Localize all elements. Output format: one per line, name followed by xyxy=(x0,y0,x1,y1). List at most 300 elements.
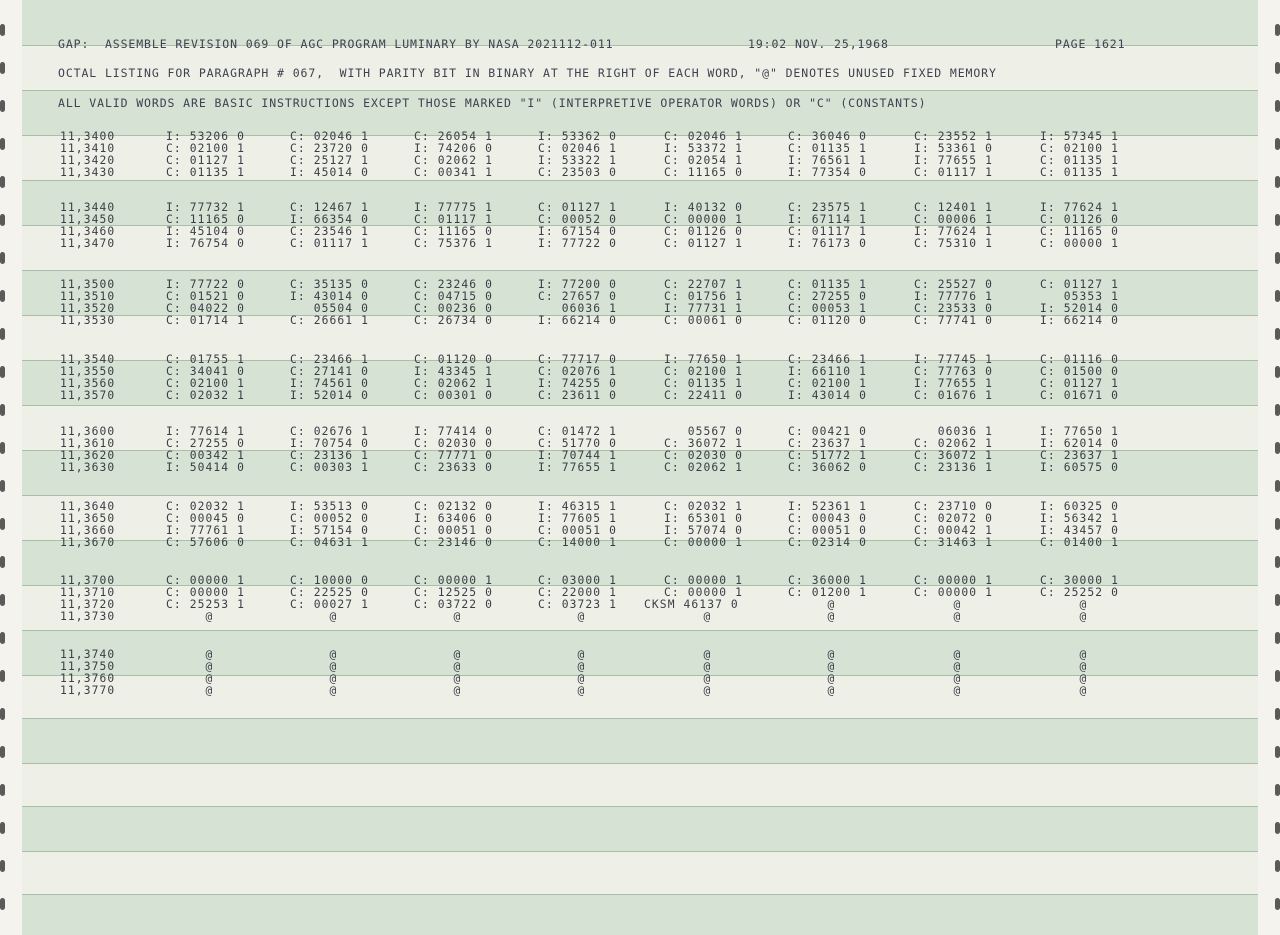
memory-word: @ xyxy=(1040,610,1088,623)
memory-word: I: 77655 1 xyxy=(914,377,994,390)
row-address: 11,3520 xyxy=(60,302,116,315)
row-address: 11,3600 xyxy=(60,425,116,438)
memory-word: C: 00000 1 xyxy=(166,574,246,587)
memory-word: C: 00301 0 xyxy=(414,389,494,402)
memory-word: C: 01472 1 xyxy=(538,425,618,438)
memory-word: I: 74255 0 xyxy=(538,377,618,390)
memory-word: C: 02046 1 xyxy=(290,130,370,143)
memory-word: @ xyxy=(290,660,338,673)
memory-word: C: 01135 1 xyxy=(166,166,246,179)
row-address: 11,3450 xyxy=(60,213,116,226)
memory-word: I: 53362 0 xyxy=(538,130,618,143)
row-address: 11,3470 xyxy=(60,237,116,250)
memory-word: C: 01117 1 xyxy=(914,166,994,179)
memory-word: C: 02676 1 xyxy=(290,425,370,438)
row-address: 11,3440 xyxy=(60,201,116,214)
row-address: 11,3670 xyxy=(60,536,116,549)
memory-word: C: 00052 0 xyxy=(290,512,370,525)
memory-word: I: 43014 0 xyxy=(290,290,370,303)
memory-word: @ xyxy=(788,660,836,673)
memory-word: C: 02030 0 xyxy=(414,437,494,450)
memory-word: @ xyxy=(1040,648,1088,661)
memory-word: @ xyxy=(166,610,214,623)
memory-word: C: 01127 1 xyxy=(538,201,618,214)
memory-word: C: 11165 0 xyxy=(166,213,246,226)
row-address: 11,3400 xyxy=(60,130,116,143)
memory-word: C: 02062 1 xyxy=(914,437,994,450)
row-address: 11,3530 xyxy=(60,314,116,327)
memory-word: @ xyxy=(414,648,462,661)
memory-word: I: 43014 0 xyxy=(788,389,868,402)
memory-word: C: 01671 0 xyxy=(1040,389,1120,402)
memory-word: @ xyxy=(538,660,586,673)
row-address: 11,3510 xyxy=(60,290,116,303)
memory-word: CKSM 46137 0 xyxy=(644,598,739,611)
memory-word: C: 01127 1 xyxy=(166,154,246,167)
memory-word: I: 77732 1 xyxy=(166,201,246,214)
memory-word: C: 23552 1 xyxy=(914,130,994,143)
memory-word: C: 00045 0 xyxy=(166,512,246,525)
green-bar xyxy=(22,894,1258,935)
memory-word: I: 77722 0 xyxy=(166,278,246,291)
memory-word: @ xyxy=(664,610,712,623)
memory-word: C: 22000 1 xyxy=(538,586,618,599)
memory-word: I: 50414 0 xyxy=(166,461,246,474)
row-address: 11,3500 xyxy=(60,278,116,291)
memory-word: C: 23466 1 xyxy=(290,353,370,366)
memory-word: C: 02062 1 xyxy=(414,377,494,390)
memory-word: 06036 1 xyxy=(914,425,994,438)
memory-word: I: 77745 1 xyxy=(914,353,994,366)
memory-word: 06036 1 xyxy=(538,302,618,315)
row-address: 11,3770 xyxy=(60,684,116,697)
memory-word: C: 14000 1 xyxy=(538,536,618,549)
memory-word: C: 23611 0 xyxy=(538,389,618,402)
memory-word: C: 00000 1 xyxy=(1040,237,1120,250)
band-rule xyxy=(22,894,1258,895)
memory-word: C: 01135 1 xyxy=(1040,154,1120,167)
memory-word: C: 01135 1 xyxy=(788,278,868,291)
listing-title: GAP: ASSEMBLE REVISION 069 OF AGC PROGRAM LUMINARY BY NASA 2021112-011 xyxy=(58,37,614,51)
memory-word: C: 01500 0 xyxy=(1040,365,1120,378)
memory-word: C: 00421 0 xyxy=(788,425,868,438)
memory-word: C: 00341 1 xyxy=(414,166,494,179)
memory-word: C: 00000 1 xyxy=(664,536,744,549)
row-address: 11,3420 xyxy=(60,154,116,167)
memory-word: I: 74561 0 xyxy=(290,377,370,390)
memory-word: C: 01400 1 xyxy=(1040,536,1120,549)
tractor-margin-left xyxy=(0,0,22,935)
memory-word: C: 03000 1 xyxy=(538,574,618,587)
page-number: PAGE 1621 xyxy=(1055,37,1126,51)
row-address: 11,3730 xyxy=(60,610,116,623)
memory-word: I: 53513 0 xyxy=(290,500,370,513)
memory-word: C: 02030 0 xyxy=(664,449,744,462)
memory-word: I: 77624 1 xyxy=(914,225,994,238)
memory-word: C: 00061 0 xyxy=(664,314,744,327)
memory-word: I: 77200 0 xyxy=(538,278,618,291)
row-address: 11,3650 xyxy=(60,512,116,525)
memory-word: C: 01120 0 xyxy=(414,353,494,366)
memory-word: 05353 1 xyxy=(1040,290,1120,303)
listing-legend-note: ALL VALID WORDS ARE BASIC INSTRUCTIONS EXCEPT THOSE MARKED "I" (INTERPRETIVE OPERATOR WORDS) OR "C" (CONSTANTS) xyxy=(58,96,927,110)
memory-word: I: 76173 0 xyxy=(788,237,868,250)
memory-word: C: 02100 1 xyxy=(166,377,246,390)
memory-word: I: 60325 0 xyxy=(1040,500,1120,513)
band-rule xyxy=(22,405,1258,406)
memory-word: I: 45014 0 xyxy=(290,166,370,179)
memory-word: I: 77731 1 xyxy=(664,302,744,315)
memory-word: C: 01755 1 xyxy=(166,353,246,366)
band-rule xyxy=(22,630,1258,631)
memory-word: I: 70754 0 xyxy=(290,437,370,450)
memory-word: @ xyxy=(1040,598,1088,611)
memory-word: I: 57154 0 xyxy=(290,524,370,537)
row-address: 11,3620 xyxy=(60,449,116,462)
memory-word: C: 11165 0 xyxy=(414,225,494,238)
memory-word: I: 57345 1 xyxy=(1040,130,1120,143)
memory-word: C: 26734 0 xyxy=(414,314,494,327)
memory-word: @ xyxy=(1040,660,1088,673)
memory-word: C: 23466 1 xyxy=(788,353,868,366)
memory-word: C: 01127 1 xyxy=(664,237,744,250)
memory-word: C: 00043 0 xyxy=(788,512,868,525)
row-address: 11,3660 xyxy=(60,524,116,537)
band-rule xyxy=(22,90,1258,91)
memory-word: C: 23710 0 xyxy=(914,500,994,513)
memory-word: C: 04715 0 xyxy=(414,290,494,303)
memory-word: I: 43345 1 xyxy=(414,365,494,378)
memory-word: @ xyxy=(166,672,214,685)
memory-word: I: 56342 1 xyxy=(1040,512,1120,525)
memory-word: I: 77614 1 xyxy=(166,425,246,438)
memory-word: @ xyxy=(664,672,712,685)
memory-word: C: 12525 0 xyxy=(414,586,494,599)
memory-word: I: 70744 1 xyxy=(538,449,618,462)
band-rule xyxy=(22,495,1258,496)
memory-word: C: 23533 0 xyxy=(914,302,994,315)
memory-word: C: 22525 0 xyxy=(290,586,370,599)
memory-word: I: 77761 1 xyxy=(166,524,246,537)
memory-word: I: 74206 0 xyxy=(414,142,494,155)
memory-word: I: 53206 0 xyxy=(166,130,246,143)
memory-word: C: 00000 1 xyxy=(914,586,994,599)
memory-word: C: 01126 0 xyxy=(1040,213,1120,226)
row-address: 11,3610 xyxy=(60,437,116,450)
memory-word: C: 23246 0 xyxy=(414,278,494,291)
memory-word: I: 66214 0 xyxy=(1040,314,1120,327)
band-rule xyxy=(22,851,1258,852)
memory-word: @ xyxy=(538,684,586,697)
memory-word: @ xyxy=(788,648,836,661)
memory-word: C: 35135 0 xyxy=(290,278,370,291)
memory-word: C: 02132 0 xyxy=(414,500,494,513)
memory-word: I: 77775 1 xyxy=(414,201,494,214)
memory-word: C: 25252 0 xyxy=(1040,586,1120,599)
memory-word: C: 01116 0 xyxy=(1040,353,1120,366)
memory-word: C: 26054 1 xyxy=(414,130,494,143)
memory-word: @ xyxy=(290,648,338,661)
memory-word: I: 53361 0 xyxy=(914,142,994,155)
memory-word: @ xyxy=(538,648,586,661)
memory-word: C: 03723 1 xyxy=(538,598,618,611)
memory-word: C: 51770 0 xyxy=(538,437,618,450)
memory-word: C: 02100 1 xyxy=(166,142,246,155)
memory-word: C: 00006 1 xyxy=(914,213,994,226)
row-address: 11,3720 xyxy=(60,598,116,611)
band-rule xyxy=(22,763,1258,764)
memory-word: C: 02100 1 xyxy=(664,365,744,378)
memory-word: C: 02032 1 xyxy=(166,500,246,513)
memory-word: @ xyxy=(914,610,962,623)
memory-word: I: 52361 1 xyxy=(788,500,868,513)
memory-word: @ xyxy=(290,610,338,623)
memory-word: C: 23637 1 xyxy=(788,437,868,450)
listing-timestamp: 19:02 NOV. 25,1968 xyxy=(748,37,889,51)
row-address: 11,3540 xyxy=(60,353,116,366)
memory-word: @ xyxy=(414,610,462,623)
memory-word: C: 01127 1 xyxy=(1040,377,1120,390)
memory-word: C: 25127 1 xyxy=(290,154,370,167)
memory-word: C: 00236 0 xyxy=(414,302,494,315)
memory-word: C: 23575 1 xyxy=(788,201,868,214)
row-address: 11,3430 xyxy=(60,166,116,179)
memory-word: C: 27255 0 xyxy=(788,290,868,303)
memory-word: I: 66354 0 xyxy=(290,213,370,226)
memory-word: @ xyxy=(788,684,836,697)
memory-word: C: 75310 1 xyxy=(914,237,994,250)
memory-word: C: 00053 1 xyxy=(788,302,868,315)
memory-word: C: 00052 0 xyxy=(538,213,618,226)
memory-word: @ xyxy=(664,660,712,673)
memory-word: @ xyxy=(914,598,962,611)
memory-word: C: 23146 0 xyxy=(414,536,494,549)
memory-word: C: 23136 1 xyxy=(914,461,994,474)
memory-word: I: 77414 0 xyxy=(414,425,494,438)
row-address: 11,3460 xyxy=(60,225,116,238)
memory-word: I: 77655 1 xyxy=(538,461,618,474)
band-rule xyxy=(22,270,1258,271)
memory-word: I: 62014 0 xyxy=(1040,437,1120,450)
memory-word: I: 52014 0 xyxy=(290,389,370,402)
memory-word: I: 76561 1 xyxy=(788,154,868,167)
memory-word: C: 00000 1 xyxy=(664,213,744,226)
row-address: 11,3560 xyxy=(60,377,116,390)
memory-word: C: 23503 0 xyxy=(538,166,618,179)
memory-word: I: 52014 0 xyxy=(1040,302,1120,315)
memory-word: C: 02076 1 xyxy=(538,365,618,378)
memory-word: I: 77354 0 xyxy=(788,166,868,179)
memory-word: C: 00051 0 xyxy=(414,524,494,537)
memory-word: @ xyxy=(166,660,214,673)
memory-word: C: 01117 1 xyxy=(290,237,370,250)
memory-word: @ xyxy=(414,684,462,697)
memory-word: C: 01135 1 xyxy=(788,142,868,155)
band-rule xyxy=(22,806,1258,807)
green-bar xyxy=(22,806,1258,851)
memory-word: @ xyxy=(1040,672,1088,685)
row-address: 11,3760 xyxy=(60,672,116,685)
memory-word: I: 60575 0 xyxy=(1040,461,1120,474)
memory-word: C: 75376 1 xyxy=(414,237,494,250)
memory-word: C: 34041 0 xyxy=(166,365,246,378)
memory-word: C: 36072 1 xyxy=(664,437,744,450)
memory-word: I: 77655 1 xyxy=(914,154,994,167)
memory-word: C: 25253 1 xyxy=(166,598,246,611)
memory-word: C: 02046 1 xyxy=(538,142,618,155)
memory-word: C: 36072 1 xyxy=(914,449,994,462)
memory-word: C: 01135 1 xyxy=(664,377,744,390)
memory-word: I: 66110 1 xyxy=(788,365,868,378)
memory-word: C: 77717 0 xyxy=(538,353,618,366)
memory-word: C: 03722 0 xyxy=(414,598,494,611)
memory-word: C: 11165 0 xyxy=(664,166,744,179)
memory-word: I: 66214 0 xyxy=(538,314,618,327)
memory-word: C: 00303 1 xyxy=(290,461,370,474)
memory-word: I: 77624 1 xyxy=(1040,201,1120,214)
memory-word: C: 01117 1 xyxy=(414,213,494,226)
memory-word: 05504 0 xyxy=(290,302,370,315)
memory-word: C: 04631 1 xyxy=(290,536,370,549)
memory-word: I: 76754 0 xyxy=(166,237,246,250)
memory-word: @ xyxy=(914,672,962,685)
row-address: 11,3710 xyxy=(60,586,116,599)
memory-word: C: 77771 0 xyxy=(414,449,494,462)
band-rule xyxy=(22,718,1258,719)
memory-word: I: 57074 0 xyxy=(664,524,744,537)
memory-word: C: 00342 1 xyxy=(166,449,246,462)
memory-word: C: 02062 1 xyxy=(664,461,744,474)
memory-word: C: 01676 1 xyxy=(914,389,994,402)
memory-word: C: 00000 1 xyxy=(664,574,744,587)
memory-word: C: 01200 1 xyxy=(788,586,868,599)
row-address: 11,3700 xyxy=(60,574,116,587)
listing-subtitle: OCTAL LISTING FOR PARAGRAPH # 067, WITH PARITY BIT IN BINARY AT THE RIGHT OF EACH WORD, "@" DENOTES UNUSED FIXED MEMORY xyxy=(58,66,997,80)
memory-word: C: 11165 0 xyxy=(1040,225,1120,238)
memory-word: C: 23136 1 xyxy=(290,449,370,462)
memory-word: C: 02072 0 xyxy=(914,512,994,525)
memory-word: @ xyxy=(166,684,214,697)
memory-word: @ xyxy=(290,672,338,685)
memory-word: @ xyxy=(914,648,962,661)
row-address: 11,3410 xyxy=(60,142,116,155)
row-address: 11,3740 xyxy=(60,648,116,661)
memory-word: C: 00051 0 xyxy=(788,524,868,537)
memory-word: C: 01521 0 xyxy=(166,290,246,303)
memory-word: C: 12467 1 xyxy=(290,201,370,214)
memory-word: C: 77763 0 xyxy=(914,365,994,378)
memory-word: C: 02032 1 xyxy=(664,500,744,513)
memory-word: I: 67154 0 xyxy=(538,225,618,238)
row-address: 11,3640 xyxy=(60,500,116,513)
memory-word: C: 01756 1 xyxy=(664,290,744,303)
memory-word: I: 77650 1 xyxy=(664,353,744,366)
memory-word: @ xyxy=(414,660,462,673)
memory-word: @ xyxy=(664,648,712,661)
memory-word: I: 77650 1 xyxy=(1040,425,1120,438)
row-address: 11,3550 xyxy=(60,365,116,378)
memory-word: @ xyxy=(538,610,586,623)
green-bar xyxy=(22,718,1258,763)
memory-word: C: 30000 1 xyxy=(1040,574,1120,587)
memory-word: @ xyxy=(788,598,836,611)
memory-word: C: 36046 0 xyxy=(788,130,868,143)
memory-word: C: 04022 0 xyxy=(166,302,246,315)
memory-word: I: 67114 1 xyxy=(788,213,868,226)
memory-word: C: 00051 0 xyxy=(538,524,618,537)
memory-word: @ xyxy=(914,684,962,697)
memory-word: C: 00027 1 xyxy=(290,598,370,611)
memory-word: I: 77722 0 xyxy=(538,237,618,250)
memory-word: C: 01126 0 xyxy=(664,225,744,238)
memory-word: C: 00042 1 xyxy=(914,524,994,537)
band-rule xyxy=(22,180,1258,181)
memory-word: @ xyxy=(166,648,214,661)
memory-word: C: 00000 1 xyxy=(914,574,994,587)
memory-word: C: 27255 0 xyxy=(166,437,246,450)
memory-word: @ xyxy=(788,610,836,623)
memory-word: @ xyxy=(290,684,338,697)
memory-word: C: 22707 1 xyxy=(664,278,744,291)
tractor-margin-right xyxy=(1258,0,1280,935)
memory-word: C: 31463 1 xyxy=(914,536,994,549)
memory-word: C: 23720 0 xyxy=(290,142,370,155)
memory-word: C: 02046 1 xyxy=(664,130,744,143)
memory-word: I: 53372 1 xyxy=(664,142,744,155)
memory-word: C: 12401 1 xyxy=(914,201,994,214)
memory-word: @ xyxy=(914,660,962,673)
memory-word: I: 45104 0 xyxy=(166,225,246,238)
memory-word: @ xyxy=(414,672,462,685)
memory-word: C: 02032 1 xyxy=(166,389,246,402)
memory-word: I: 63406 0 xyxy=(414,512,494,525)
memory-word: C: 00000 1 xyxy=(664,586,744,599)
memory-word: I: 40132 0 xyxy=(664,201,744,214)
memory-word: C: 02100 1 xyxy=(1040,142,1120,155)
row-address: 11,3630 xyxy=(60,461,116,474)
memory-word: C: 01120 0 xyxy=(788,314,868,327)
memory-word: C: 00000 1 xyxy=(166,586,246,599)
memory-word: @ xyxy=(788,672,836,685)
memory-word: C: 02100 1 xyxy=(788,377,868,390)
memory-word: C: 27657 0 xyxy=(538,290,618,303)
memory-word: C: 01135 1 xyxy=(1040,166,1120,179)
memory-word: C: 23637 1 xyxy=(1040,449,1120,462)
memory-word: I: 43457 0 xyxy=(1040,524,1120,537)
row-address: 11,3750 xyxy=(60,660,116,673)
memory-word: I: 53322 1 xyxy=(538,154,618,167)
memory-word: C: 25527 0 xyxy=(914,278,994,291)
memory-word: I: 77605 1 xyxy=(538,512,618,525)
memory-word: I: 46315 1 xyxy=(538,500,618,513)
memory-word: C: 77741 0 xyxy=(914,314,994,327)
memory-word: C: 23546 1 xyxy=(290,225,370,238)
memory-word: C: 36062 0 xyxy=(788,461,868,474)
memory-word: C: 22411 0 xyxy=(664,389,744,402)
memory-word: C: 51772 1 xyxy=(788,449,868,462)
memory-word: I: 77776 1 xyxy=(914,290,994,303)
memory-word: C: 01117 1 xyxy=(788,225,868,238)
memory-word: @ xyxy=(664,684,712,697)
memory-word: @ xyxy=(538,672,586,685)
memory-word: C: 02062 1 xyxy=(414,154,494,167)
memory-word: C: 57606 0 xyxy=(166,536,246,549)
memory-word: C: 00000 1 xyxy=(414,574,494,587)
memory-word: I: 65301 0 xyxy=(664,512,744,525)
row-address: 11,3570 xyxy=(60,389,116,402)
memory-word: C: 10000 0 xyxy=(290,574,370,587)
memory-word: C: 02054 1 xyxy=(664,154,744,167)
